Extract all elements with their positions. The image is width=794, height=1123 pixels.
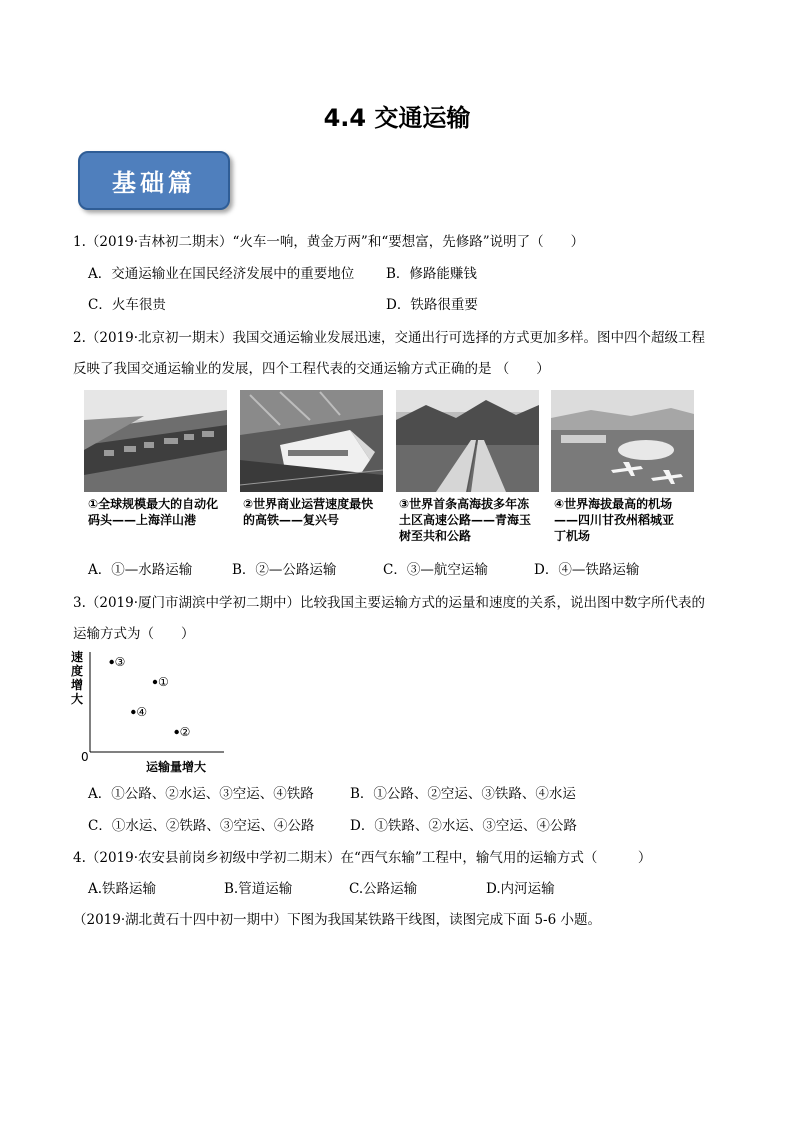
q2-stem-line2: 反映了我国交通运输业的发展，四个工程代表的交通运输方式正确的是 （ ） [73,361,550,377]
caption-photo-2 [243,496,393,528]
q1-stem: 1.（2019·吉林初二期末）“火车一响，黄金万两”和“要想富，先修路”说明了（ ） [73,234,585,250]
page-title: 4.4 交通运输 [323,104,471,132]
caption-line: 的高铁——复兴号 [243,513,340,527]
caption-photo-1 [88,496,238,528]
q4-option-a: A.铁路运输 [88,881,157,897]
caption-line: 码头——上海洋山港 [88,513,197,527]
q1-option-b: B．修路能赚钱 [386,266,477,282]
x-axis-label: 运输量增大 [146,760,207,774]
graph-point-label-2: ① [158,675,169,689]
photo-fuxing-train [240,390,383,492]
caption-photo-4 [554,496,704,544]
q1-option-d: D．铁路很重要 [386,297,478,313]
q3-stem-line2: 运输方式为（ ） [73,626,195,642]
caption-line: ——四川甘孜州稻城亚 [554,513,675,527]
graph-origin: 0 [81,750,89,764]
q3-speed-volume-graph [68,646,228,774]
graph-point-1 [109,660,113,664]
q2-option-b: B．②—公路运输 [232,562,337,578]
caption-line: 树至共和公路 [399,529,472,543]
q3-option-b: B．①公路、②空运、③铁路、④水运 [350,786,576,802]
q4-option-d: D.内河运输 [486,881,555,897]
q4-option-c: C.公路运输 [349,881,418,897]
graph-plot [68,646,228,774]
caption-line: ③世界首条高海拔多年冻 [399,497,530,511]
caption-line: ④世界海拔最高的机场 [554,497,673,511]
y-axis-label-4: 大 [71,692,84,706]
q4-option-b: B.管道运输 [224,881,293,897]
photo-yangshan-port [84,390,227,492]
y-axis-label-2: 度 [71,664,84,678]
q4-stem: 4.（2019·农安县前岗乡初级中学初二期末）在“西气东输”工程中，输气用的运输方式（ ） [73,850,652,866]
q3-option-d: D．①铁路、②水运、③空运、④公路 [350,818,577,834]
graph-point-label-3: ④ [136,705,148,719]
caption-line: ①全球规模最大的自动化 [88,497,219,511]
caption-line: 土区高速公路——青海玉 [399,513,532,527]
q1-option-c: C．火车很贵 [88,297,166,313]
section-badge: 基础篇 [78,151,230,210]
graph-point-3 [131,710,135,714]
q3-stem-line1: 3.（2019·厦门市湖滨中学初二期中）比较我国主要运输方式的运量和速度的关系，说出图中数字所代表的 [73,595,706,611]
photo-daocheng-airport [551,390,694,492]
graph-point-2 [153,680,157,684]
q1-option-a: A．交通运输业在国民经济发展中的重要地位 [88,266,355,282]
caption-photo-3 [399,496,549,544]
y-axis-label-1: 速 [71,650,84,664]
q3-option-a: A．①公路、②水运、③空运、④铁路 [88,786,314,802]
graph-point-label-1: ③ [114,655,126,669]
q5-6-intro: （2019·湖北黄石十四中初一期中）下图为我国某铁路干线图，读图完成下面 5-6 小题。 [73,912,601,928]
q2-stem-line1: 2.（2019·北京初一期末）我国交通运输业发展迅速，交通出行可选择的方式更加多样。图中四个超级工程 [73,330,706,346]
photo-qinghai-highway [396,390,539,492]
q2-option-a: A．①—水路运输 [88,562,193,578]
q2-option-d: D．④—铁路运输 [534,562,640,578]
q2-option-c: C．③—航空运输 [383,562,488,578]
caption-line: 丁机场 [554,529,591,543]
graph-point-label-4: ② [179,725,191,739]
q3-option-c: C．①水运、②铁路、③空运、④公路 [88,818,315,834]
y-axis-label-3: 增 [71,678,84,692]
graph-point-4 [174,730,178,734]
caption-line: ②世界商业运营速度最快 [243,497,374,511]
